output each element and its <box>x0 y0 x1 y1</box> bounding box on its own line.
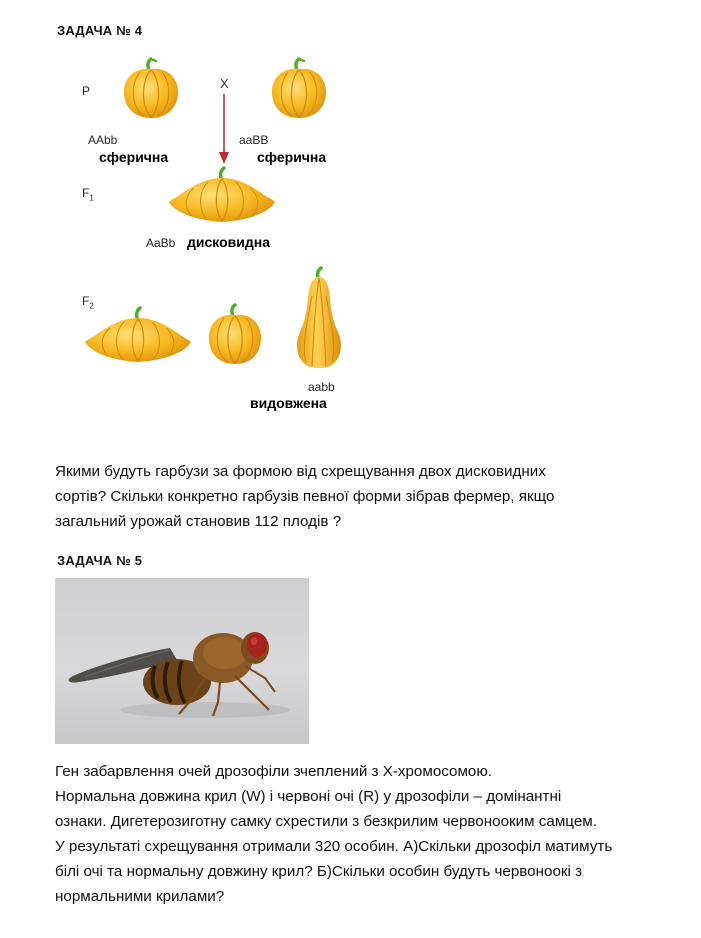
drosophila-fly-icon <box>55 578 309 744</box>
drosophila-photo <box>55 578 309 744</box>
task4-question <box>55 459 675 534</box>
parent1-genotype: AAbb <box>88 133 118 147</box>
p-generation-label: P <box>82 84 91 98</box>
f2-generation-label: $F_2$ <box>82 294 94 311</box>
task4-question-line: загальний урожай становив 112 плодів ? <box>55 513 342 530</box>
f1-genotype: AaBb <box>146 236 176 250</box>
f2-genotype: aabb <box>308 380 335 394</box>
parent2-genotype: aaBB <box>239 133 269 147</box>
task5-text-line: Нормальна довжина крил (W) і червоні очі (R) у дрозофіли – домінантні <box>55 788 562 805</box>
task4-heading: ЗАДАЧА № 4 <box>57 23 143 38</box>
round-pumpkin-parent2 <box>266 56 332 122</box>
task5-text <box>55 759 669 909</box>
cross-sign: X <box>220 76 229 91</box>
round-pumpkin-parent1 <box>118 56 184 122</box>
disc-pumpkin-f2 <box>84 306 192 368</box>
task5-heading: ЗАДАЧА № 5 <box>57 553 143 568</box>
arrow-down-icon <box>217 94 231 166</box>
f2-phenotype: видовжена <box>250 395 327 411</box>
task5-text-line: ознаки. Дигетерозиготну самку схрестили з безкрилим червонооким самцем. <box>55 813 597 830</box>
elongated-pumpkin-f2 <box>292 266 346 372</box>
task5-text-line: білі очі та нормальну довжину крил? Б)Скільки особин будуть червоноокі з <box>55 863 583 880</box>
round-pumpkin-f2 <box>204 302 266 368</box>
pumpkin-cross-diagram <box>68 50 368 420</box>
disc-pumpkin-f1 <box>168 166 276 226</box>
parent2-phenotype: сферична <box>257 149 327 165</box>
f1-phenotype: дисковидна <box>187 234 270 250</box>
task5-text-line: нормальними крилами? <box>55 888 225 905</box>
task4-question-line: сортів? Скільки конкретно гарбузів певної форми зібрав фермер, якщо <box>55 488 555 505</box>
f1-generation-label: $F_1$ <box>82 186 94 203</box>
task4-question-line: Якими будуть гарбузи за формою від схрещування двох дисковидних <box>55 463 546 480</box>
task5-text-line: Ген забарвлення очей дрозофіли зчеплений з Х-хромосомою. <box>55 763 492 780</box>
parent1-phenotype: сферична <box>99 149 169 165</box>
task5-text-line: У результаті схрещування отримали 320 особин. А)Скільки дрозофіл матимуть <box>55 838 613 855</box>
